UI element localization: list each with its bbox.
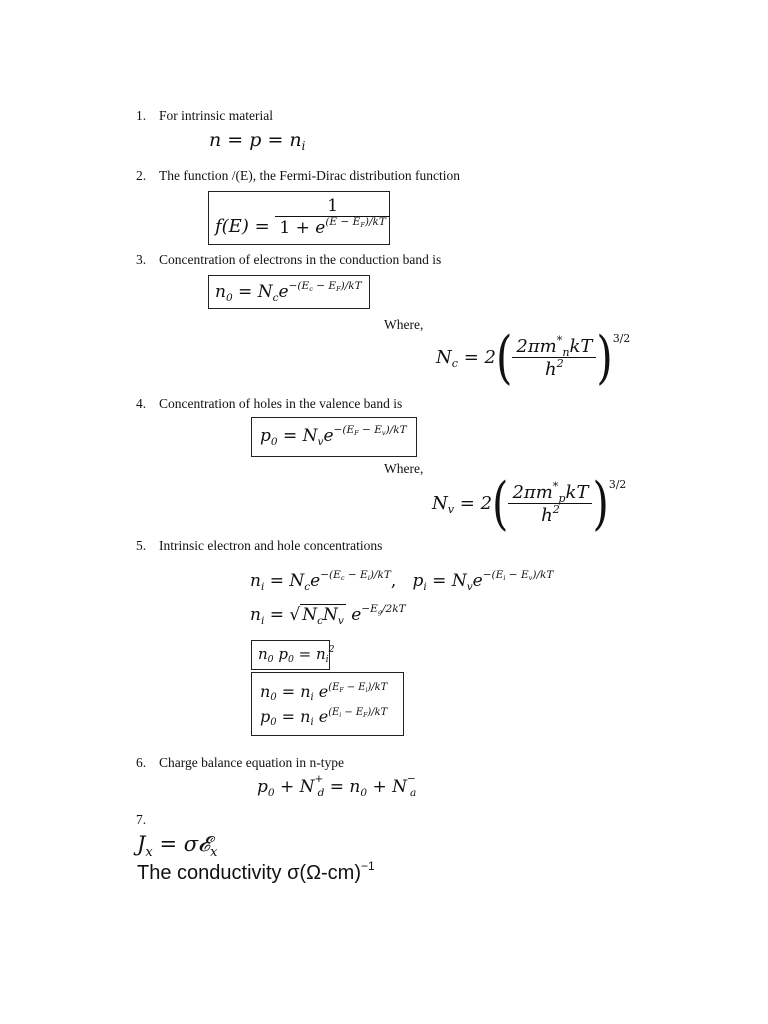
item-text: Charge balance equation in n-type (159, 755, 344, 770)
item-number: 4. (136, 396, 147, 411)
list-item-3 (136, 252, 556, 270)
where-label: Where, (384, 461, 424, 476)
equation-ni-pi: $n_i = N_ce^{-(E_c - E_i)/kT}$, $p_i = N_ve^{-(E_i - E_v)/kT}$ (250, 569, 554, 593)
conductivity-text: The conductivity σ(Ω-cm) (137, 862, 362, 884)
list-item-5 (136, 538, 556, 556)
item-number: 3. (136, 252, 147, 267)
conductivity-line (137, 859, 375, 885)
item-number: 1. (136, 108, 147, 123)
fermi-dirac-equation-box: f(E) = $\frac{1}{1 + e^{(E - E_F)/kT}}$ (208, 191, 390, 245)
carrier-concentration-equations-box: $n_0 = n_i$ $e^{(E_F - E_i)/kT}$ $p_0 = n_i$ $e^{(E_i - E_F)/kT}$ (251, 672, 404, 736)
list-item-2 (136, 168, 556, 186)
hole-concentration-equation-box: $p_0 = N_ve^{-(E_F - E_v)/kT}$ (251, 417, 417, 457)
equation-charge-balance: $p_0 + N_{+d} = n_0 + N_{-a}$ (257, 773, 417, 799)
item-number: 5. (136, 538, 147, 553)
equation-nv: $N_v = 2$( $\frac{2\pi m^*_pkT}{h^2}$ )$^{3/2}$ (432, 470, 627, 537)
item-text: For intrinsic material (159, 108, 273, 123)
item-number: 6. (136, 755, 147, 770)
where-label: Where, (384, 317, 424, 332)
item-number: 7. (136, 812, 147, 827)
item-text: The function /(E), the Fermi-Dirac distribution function (159, 168, 461, 183)
equation-intrinsic-equality: $n = p = n_i$ (209, 129, 306, 154)
conductivity-exponent: −1 (361, 859, 375, 873)
mass-action-equation-box: $n_0$ $p_0 = n_i^2$ (251, 640, 330, 670)
item-text: Concentration of holes in the valence band is (159, 396, 403, 411)
list-item-6 (136, 755, 556, 773)
list-item-4 (136, 396, 556, 414)
equation-nc: $N_c = 2$( $\frac{2\pi m^*_nkT}{h^2}$ )$^{3/2}$ (436, 324, 631, 391)
item-number: 2. (136, 168, 147, 183)
item-text: Intrinsic electron and hole concentrations (159, 538, 383, 553)
electron-concentration-equation-box: $n_0 = N_ce^{-(E_c - E_F)/kT}$ (208, 275, 370, 309)
equation-ni-sqrt: $n_i$ = √ $N_cN_v$ $e^{-E_g/2kT}$ (250, 603, 406, 627)
list-item-1 (136, 108, 536, 126)
list-item-7 (136, 812, 216, 830)
equation-current-density: $J_x$ = σ𝓔$_x$ (137, 832, 218, 860)
item-text: Concentration of electrons in the conduction band is (159, 252, 442, 267)
